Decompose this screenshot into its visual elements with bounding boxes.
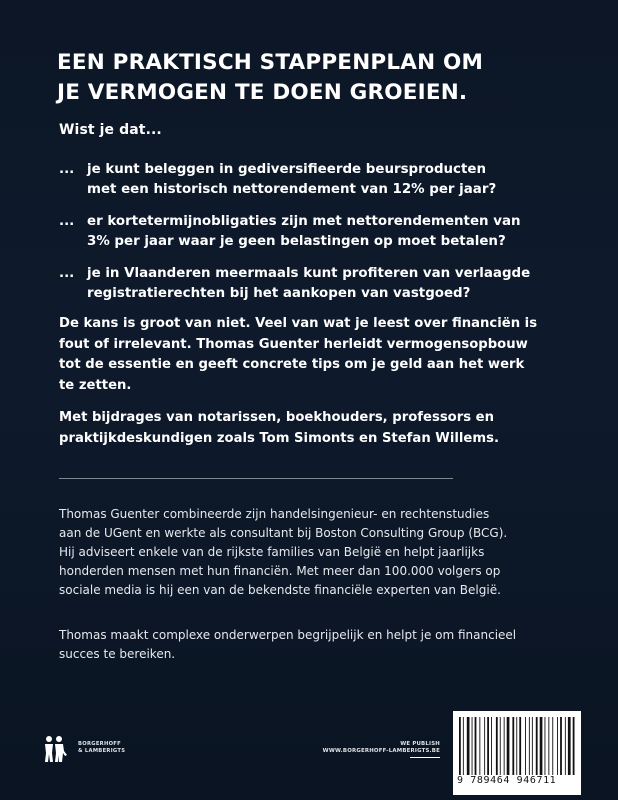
headline (57, 48, 577, 108)
isbn-barcode (453, 711, 581, 795)
bio-line: honderden mensen met hun financiën. Met meer dan 100.000 volgers op (59, 564, 501, 578)
barcode-digits: 9 789464 946711 (457, 775, 557, 786)
barcode-bar (557, 717, 558, 775)
summary-line: tot de essentie en geeft concrete tips om je geld aan het werk (59, 357, 525, 372)
summary-line: De kans is groot van niet. Veel van wat je leest over financiën is (59, 316, 538, 331)
headline-line-1: EEN PRAKTISCH STAPPENPLAN OM (57, 50, 484, 75)
bio-line: aan de UGent en werkte als consultant bij Boston Consulting Group (BCG). (59, 526, 508, 540)
barcode-bar (545, 717, 546, 775)
bio-line: Hij adviseert enkele van de rijkste families van België en helpt jaarlijks (59, 545, 485, 559)
publisher-name-line: BORGERHOFF (78, 741, 121, 747)
barcode-bar (560, 717, 562, 775)
contributors-line: praktijkdeskundigen zoals Tom Simonts en Stefan Willems. (59, 430, 499, 446)
fact-line: er kortetermijnobligaties zijn met nettorendementen van (87, 214, 521, 229)
barcode-bar (484, 717, 485, 775)
publisher-name-line: & LAMBERIGTS (78, 748, 126, 754)
barcode-bar (472, 717, 473, 775)
bio-line: Thomas Guenter combineerde zijn handelsingenieur- en rechtenstudies (59, 507, 490, 521)
fact-item-1 (59, 160, 559, 200)
summary-line: te zetten. (59, 377, 132, 393)
bio-line: succes te bereiken. (59, 647, 176, 661)
fact-line: met een historisch nettorendement van 12% per jaar? (87, 182, 497, 197)
bio-line: Thomas maakt complexe onderwerpen begrijpelijk en helpt je om financieel (59, 628, 517, 642)
barcode-bar (507, 717, 510, 775)
contributors-paragraph (59, 408, 529, 449)
summary-paragraph (59, 314, 538, 396)
summary-line: fout of irrelevant. Thomas Guenter herleidt vermogensopbouw (59, 336, 528, 352)
barcode-bar (529, 717, 530, 775)
barcode-bar (552, 717, 553, 775)
fact-line: je in Vlaanderen meermaals kunt profiteren van verlaagde (87, 266, 531, 281)
publisher-name (78, 741, 125, 755)
fact-line: je kunt beleggen in gediversifieerde beursproducten (87, 162, 487, 177)
barcode-bar (491, 717, 492, 775)
fact-line: registratierechten bij het aankopen van vastgoed? (87, 286, 471, 301)
barcode-bar (512, 717, 514, 775)
section-divider (59, 478, 453, 479)
barcode-bar (525, 717, 526, 775)
facts-list (59, 160, 559, 316)
contributors-line: Met bijdrages van notarissen, boekhouders, professors en (59, 410, 495, 425)
barcode-bar (536, 717, 538, 775)
barcode-bar (573, 717, 575, 775)
fact-marker: ... (59, 162, 75, 177)
barcode-bar (463, 717, 464, 775)
barcode-bar (467, 717, 470, 775)
barcode-bar (516, 717, 517, 775)
barcode-bars-icon (459, 717, 575, 775)
two-figures-logo-icon (40, 735, 70, 763)
author-bio (59, 505, 529, 600)
fact-item-2 (59, 212, 559, 252)
fact-marker: ... (59, 214, 75, 229)
intro-question: Wist je dat... (59, 122, 162, 138)
barcode-bar (500, 717, 501, 775)
barcode-bar (519, 717, 521, 775)
fact-marker: ... (59, 266, 75, 281)
we-publish-slogan: WE PUBLISH (400, 741, 440, 747)
website-underline (410, 757, 440, 758)
barcode-bar (504, 717, 505, 775)
barcode-bar (565, 717, 566, 775)
bio-line: sociale media is hij een van de bekendste financiële experten van België. (59, 583, 501, 597)
headline-line-2: JE VERMOGEN TE DOEN GROEIEN. (57, 80, 468, 105)
barcode-bar (459, 717, 461, 775)
author-bio-closing (59, 626, 529, 664)
fact-line: 3% per jaar waar je geen belastingen op moet betalen? (87, 234, 506, 249)
barcode-bar (479, 717, 480, 775)
barcode-bar (548, 717, 549, 775)
barcode-bar (540, 717, 543, 775)
website-url: WWW.BORGERHOFF-LAMBERIGTS.BE (322, 748, 440, 754)
barcode-bar (496, 717, 498, 775)
publisher-website (300, 741, 440, 755)
barcode-bar (475, 717, 477, 775)
fact-item-3 (59, 264, 559, 304)
barcode-bar (568, 717, 571, 775)
barcode-bar (532, 717, 533, 775)
barcode-bar (487, 717, 489, 775)
